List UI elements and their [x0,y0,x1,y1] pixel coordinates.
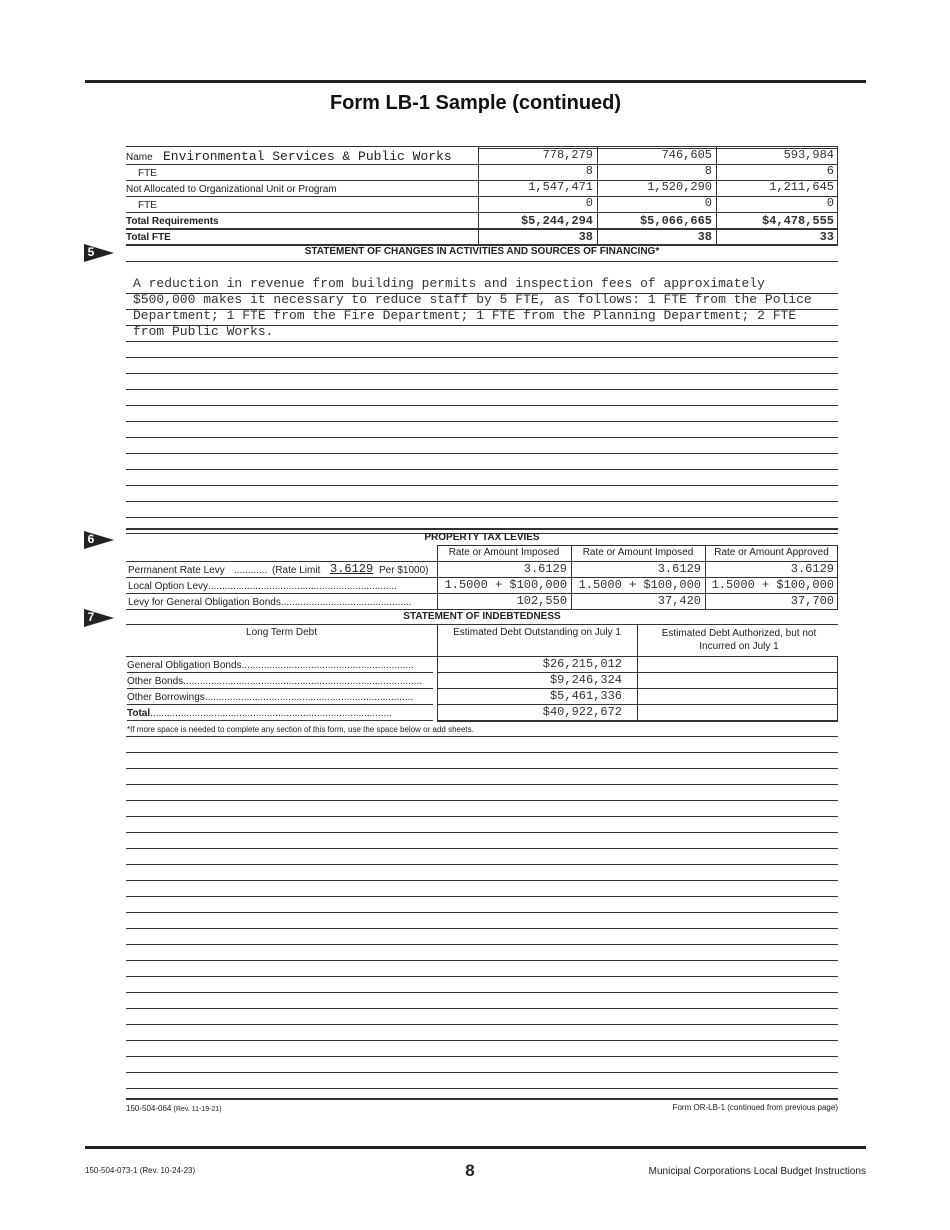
statement-line: from Public Works. [133,324,274,339]
col-divider [837,146,838,244]
col-divider [837,545,838,609]
levy-label-text: Local Option Levy [128,581,209,592]
name-label: Name [126,152,153,163]
form-footer-left [126,1104,222,1113]
row-rule [126,212,838,213]
ruled-line [126,992,838,993]
levy-amount: 3.6129 [657,562,701,576]
rule [126,1098,838,1100]
debt-outstanding-value: $26,215,012 [542,657,622,671]
page-footer-right: Municipal Corporations Local Budget Instructions [648,1166,866,1177]
property-tax-heading: PROPERTY TAX LEVIES [424,532,540,543]
ruled-line [126,864,838,865]
debt-row-label [127,708,432,719]
debt-label-text: General Obligation Bonds [127,660,242,671]
leader-underline [127,672,433,673]
debt-row-label [127,676,432,687]
rule [126,528,838,530]
ruled-line [126,800,838,801]
page-footer-left: 150-504-073-1 (Rev. 10-24-23) [85,1166,196,1175]
debt-label-text: Total [127,708,151,719]
top-rule [126,146,838,147]
debt-row-label [127,660,432,671]
name-value: Environmental Services & Public Works [163,149,452,164]
amount-cell: 778,279 [542,148,593,162]
col-divider [478,146,479,244]
statement-line: $500,000 makes it necessary to reduce staff by 5 FTE, as follows: 1 FTE from the Police [133,292,812,307]
leader-dots: ....................................................................................... [150,708,392,719]
leader-dots: ............ [234,565,268,576]
ruled-line [126,373,838,374]
total-label: Total Requirements [126,216,219,227]
ruled-line [126,1008,838,1009]
amount-cell: $5,066,665 [639,214,712,228]
levy-col-header: Rate or Amount Approved [714,547,829,558]
ruled-line [126,501,838,502]
ruled-line [126,341,838,342]
leader-dots: ...................................................................................... [183,676,423,687]
amount-cell: 8 [704,164,712,178]
ruled-line [126,1040,838,1041]
row-label: FTE [138,168,157,179]
levy-label [128,597,428,608]
form-number: 150-504-064 [126,1104,172,1113]
amount-cell: 1,547,471 [528,180,593,194]
ruled-line [126,896,838,897]
ruled-line [126,517,838,518]
ruled-line [126,389,838,390]
ruled-line [126,357,838,358]
ruled-line [126,421,838,422]
amount-cell: 38 [697,230,712,244]
debt-outstanding-header: Estimated Debt Outstanding on July 1 [453,627,621,638]
amount-cell: $4,478,555 [761,214,834,228]
leader-dots: ........................................................................... [204,692,414,703]
total-label: Total FTE [126,232,171,243]
rule [126,261,838,262]
ruled-line [126,1072,838,1073]
permanent-rate-label: Permanent Rate Levy [128,565,225,576]
ruled-line [126,437,838,438]
levy-amount: 37,700 [790,594,834,608]
levy-label [128,581,428,592]
leader-underline [127,720,433,721]
levy-amount: 1.5000 + $100,000 [444,578,567,592]
ruled-line [126,832,838,833]
indebtedness-heading: STATEMENT OF INDEBTEDNESS [403,611,561,622]
form-revision: (Rev. 11-19-21) [173,1106,222,1113]
amount-cell: $5,244,294 [520,214,593,228]
debt-row-label [127,692,432,703]
ruled-line [126,1088,838,1089]
row-label: FTE [138,200,157,211]
section5-heading: STATEMENT OF CHANGES IN ACTIVITIES AND SOURCES OF FINANCING* [304,246,660,257]
levy-amount: 1.5000 + $100,000 [578,578,701,592]
top-rule [85,80,866,83]
ruled-line [126,405,838,406]
long-term-debt-header: Long Term Debt [246,627,317,638]
section-number: 6 [87,532,95,546]
amount-cell: 8 [585,164,593,178]
ruled-line [126,453,838,454]
statement-line: A reduction in revenue from building permits and inspection fees of approximately [133,276,765,291]
ruled-line [126,960,838,961]
debt-authorized-header: Estimated Debt Authorized, but not Incurred on July 1 [661,628,817,652]
levy-label-text: Levy for General Obligation Bonds [128,597,281,608]
amount-cell: 1,211,645 [769,180,834,194]
amount-cell: 746,605 [661,148,712,162]
leader-dots: .................................................................... [208,581,397,592]
form-footer-right: Form OR-LB-1 (continued from previous page) [672,1103,838,1112]
levy-amount: 3.6129 [790,562,834,576]
rate-limit-value: 3.6129 [330,562,374,576]
amount-cell: 33 [819,230,834,244]
leader-underline [127,688,433,689]
statement-line: Department; 1 FTE from the Fire Department; 1 FTE from the Planning Department; 2 FTE [133,308,797,323]
col-divider [716,146,717,244]
col-divider [571,545,572,609]
amount-cell: 0 [704,196,712,210]
col-divider [437,624,438,721]
section-number: 7 [87,610,95,624]
footnote: *If more space is needed to complete any section of this form, use the space below or add sheets. [127,725,474,734]
amount-cell: 593,984 [783,148,834,162]
ruled-line [126,880,838,881]
levy-amount: 37,420 [657,594,701,608]
debt-outstanding-value: $9,246,324 [549,673,622,687]
amount-cell: 0 [826,196,834,210]
ruled-line [126,912,838,913]
ruled-line [126,1024,838,1025]
levy-amount: 102,550 [516,594,567,608]
col-divider [705,545,706,609]
rate-limit-prefix: (Rate Limit [272,565,321,576]
col-divider [837,656,838,721]
ruled-line [126,816,838,817]
ruled-line [126,976,838,977]
ruled-line [126,848,838,849]
debt-outstanding-value: $40,922,672 [542,705,622,719]
ruled-line [126,944,838,945]
levy-amount: 1.5000 + $100,000 [711,578,834,592]
ruled-line [126,736,838,737]
ruled-line [126,485,838,486]
page-title: Form LB-1 Sample (continued) [329,92,622,114]
ruled-line [126,928,838,929]
rate-limit-suffix: Per $1000) [379,565,429,576]
row-label: Not Allocated to Organizational Unit or Program [126,184,337,195]
amount-cell: 6 [826,164,834,178]
section-number: 5 [87,245,95,259]
ruled-line [126,768,838,769]
col-divider [437,545,438,609]
amount-cell: 1,520,290 [647,180,712,194]
tick [436,561,437,562]
amount-cell: 0 [585,196,593,210]
col-divider [597,146,598,244]
debt-label-text: Other Borrowings [127,692,205,703]
col-divider [637,624,638,721]
leader-dots: .............................................................. [241,660,414,671]
debt-label-text: Other Bonds [127,676,184,687]
ruled-line [126,784,838,785]
leader-underline [127,704,433,705]
row-rule [126,609,838,610]
rule [437,545,838,546]
amount-cell: 38 [578,230,593,244]
levy-amount: 3.6129 [523,562,567,576]
levy-col-header: Rate or Amount Imposed [582,547,694,558]
rule [126,624,838,625]
ruled-line [126,752,838,753]
ruled-line [126,1056,838,1057]
debt-outstanding-value: $5,461,336 [549,689,622,703]
ruled-line [126,469,838,470]
bottom-rule [85,1146,866,1149]
levy-col-header: Rate or Amount Imposed [448,547,560,558]
page-number: 8 [465,1161,475,1180]
leader-dots: ............................................... [280,597,412,608]
